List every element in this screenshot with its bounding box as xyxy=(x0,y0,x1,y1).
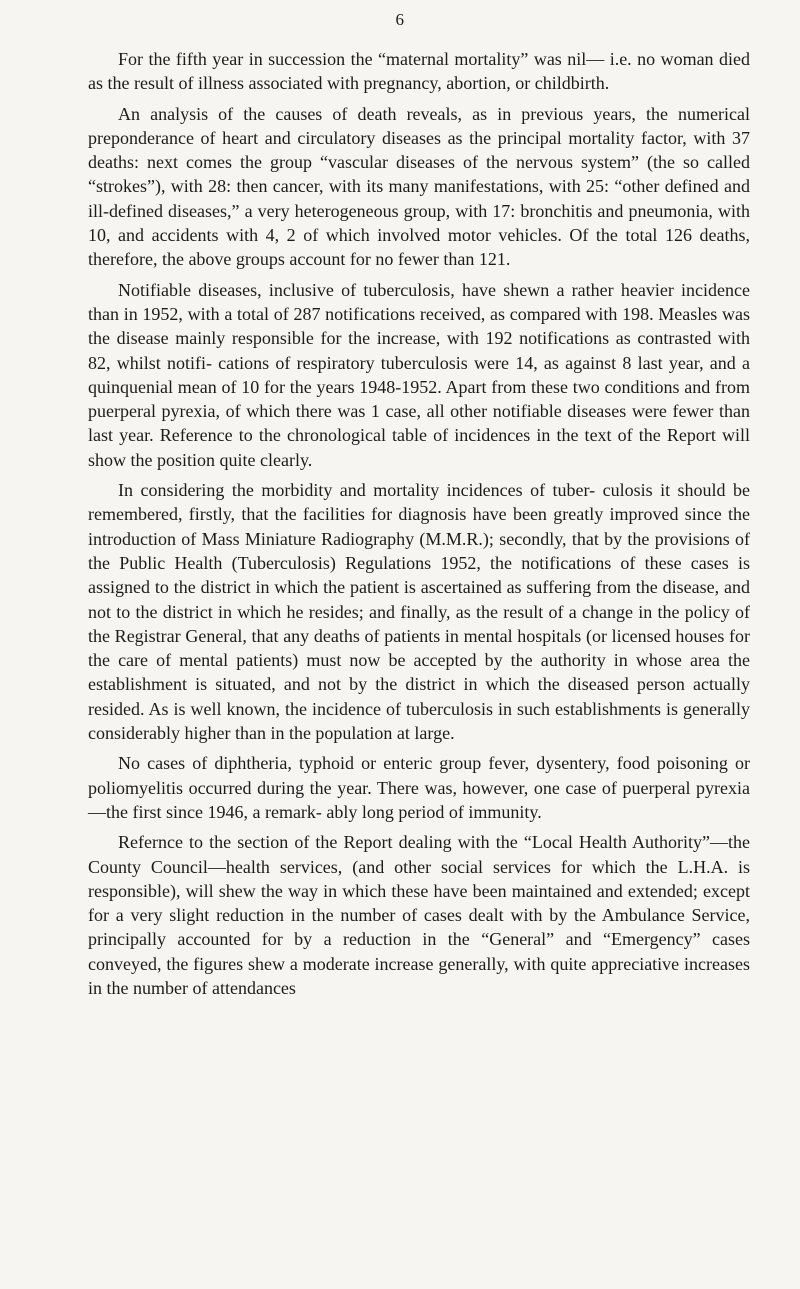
page-number: 6 xyxy=(395,10,405,29)
paragraph-local-health-authority: Refernce to the section of the Report dealing with the “Local Health Authority”—the County Council—health services, (and other social services for which the L.H.A. is responsible), will shew the way in which these have been maintained and extended; except for a very slight reduction in the number of cases dealt with by the Ambulance Service, principally accounted for by a reduction in the “General” and “Emergency” cases conveyed, the figures shew a moderate increase generally, with quite appreciative increases in the number of attendances xyxy=(88,832,750,998)
paragraph-tuberculosis: In considering the morbidity and mortality incidences of tuber- culosis it should be remembered, firstly, that the facilities for diagnosis have been greatly improved since the introduction of Mass Miniature Radiography (M.M.R.); secondly, that by the provisions of the Public Health (Tuberculosis) Regulations 1952, the notifications of these cases is assigned to the district in which the patient is ascertained as suffering from the disease, and not to the district in which he resides; and finally, as the result of a change in the policy of the Registrar General, that any deaths of patients in mental hospitals (or licensed houses for the care of mental patients) must now be accepted by the authority in whose area the establishment is situated, and not by the district in which the diseased person actually resided. As is well known, the incidence of tuberculosis in such establishments is generally considerably higher than in the population at large. xyxy=(88,480,750,744)
paragraph-causes-of-death: An analysis of the causes of death reveals, as in previous years, the numerical preponderance of heart and circulatory diseases as the principal mortality factor, with 37 deaths: next comes the group “vascular diseases of the nervous system” (the so called “strokes”), with 28: then cancer, with its many manifestations, with 25: “other defined and ill-defined diseases,” a very heterogeneous group, with 17: bronchitis and pneumonia, with 10, and accidents with 4, 2 of which involved motor vehicles. Of the total 126 deaths, therefore, the above groups account for no fewer than 121. xyxy=(88,103,750,270)
paragraph-no-cases: No cases of diphtheria, typhoid or enteric group fever, dysentery, food poisoning or poliomyelitis occurred during the year. There was, however, one case of puerperal pyrexia—the first since 1946, a remark- ably long period of immunity. xyxy=(88,753,750,822)
document-body xyxy=(88,47,750,1006)
paragraph-notifiable-diseases: Notifiable diseases, inclusive of tuberculosis, have shewn a rather heavier incidence than in 1952, with a total of 287 notifications received, as compared with 198. Measles was the disease mainly responsible for the increase, with 192 notifications as contrasted with 82, whilst notifi- cations of respiratory tuberculosis were 14, as against 8 last year, and a quinquenial mean of 10 for the years 1948-1952. Apart from these two conditions and from puerperal pyrexia, of which there was 1 case, all other notifiable diseases were fewer than last year. Reference to the chronological table of incidences in the text of the Report will show the position quite clearly. xyxy=(88,279,750,470)
paragraph-maternal-mortality: For the fifth year in succession the “maternal mortality” was nil— i.e. no woman died as the result of illness associated with pregnancy, abortion, or childbirth. xyxy=(88,49,750,94)
